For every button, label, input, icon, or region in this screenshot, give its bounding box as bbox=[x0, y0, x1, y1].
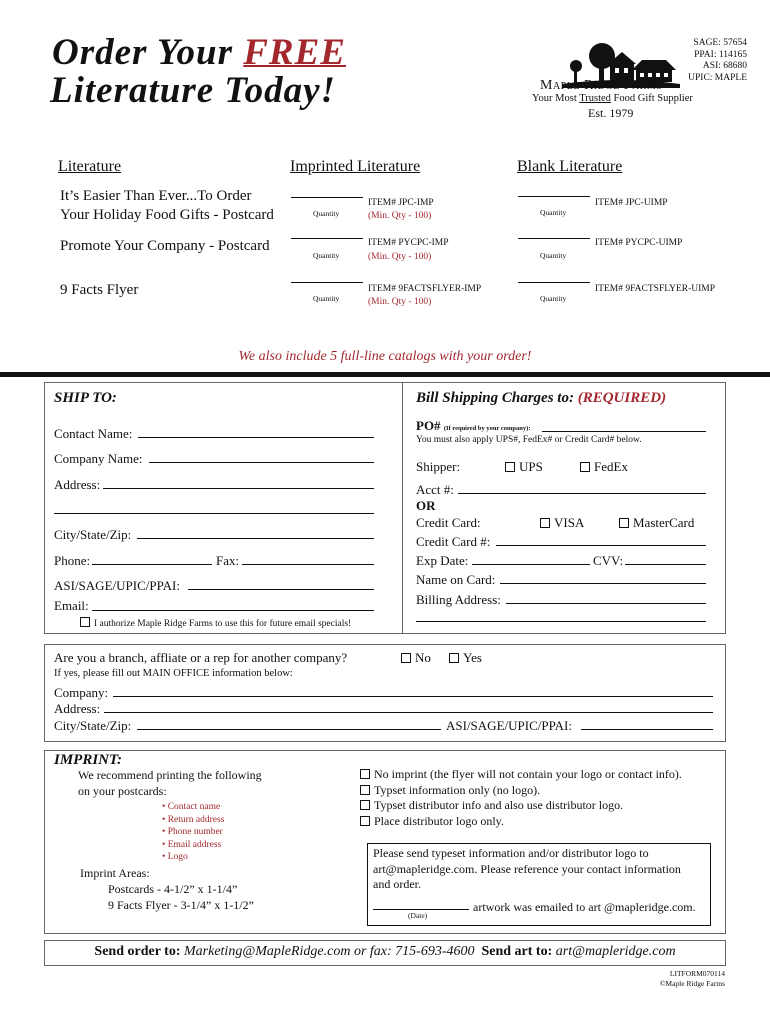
artwork-notice: Please send typeset information and/or distributor logo to art@mapleridge.com. Please reference your contact information and order. bbox=[373, 846, 681, 891]
col-blank: Blank Literature bbox=[517, 158, 623, 175]
credit-card-label: Credit Card: bbox=[416, 515, 481, 530]
main-address-input[interactable] bbox=[104, 699, 713, 713]
checkbox-icon[interactable] bbox=[360, 800, 370, 810]
branch-question: Are you a branch, affliate or a rep for another company? bbox=[54, 650, 348, 665]
contact-name-input[interactable] bbox=[138, 424, 374, 438]
asi-label: ASI/SAGE/UPIC/PPAI: bbox=[54, 578, 180, 593]
item-number: ITEM# PYCPC-IMP bbox=[368, 238, 449, 248]
list-item: • Email address bbox=[162, 839, 222, 850]
item-number: ITEM# PYCPC-UIMP bbox=[595, 238, 683, 248]
visa-checkbox[interactable]: VISA bbox=[540, 515, 584, 531]
ups-checkbox[interactable]: UPS bbox=[505, 459, 543, 475]
checkbox-icon[interactable] bbox=[580, 462, 590, 472]
po-input[interactable] bbox=[542, 418, 706, 432]
imprinted-quantity-input[interactable] bbox=[291, 238, 363, 239]
list-item: • Phone number bbox=[162, 827, 223, 837]
catalog-note: We also include 5 full-line catalogs with your order! bbox=[238, 349, 532, 364]
main-company-label: Company: bbox=[54, 685, 109, 700]
cvv-label: CVV: bbox=[593, 553, 624, 568]
literature-name: Promote Your Company - Postcard bbox=[60, 238, 270, 254]
billing-address-input[interactable] bbox=[506, 590, 706, 604]
order-contact: Marketing@MapleRidge.com or fax: 715-693-4600 bbox=[184, 944, 475, 959]
branch-yes-checkbox[interactable]: Yes bbox=[449, 650, 482, 666]
artwork-emailed-label: artwork was emailed to art @mapleridge.com. bbox=[473, 900, 696, 914]
free-emphasis: FREE bbox=[243, 32, 346, 73]
blank-quantity-input[interactable] bbox=[518, 238, 590, 239]
main-city-label: City/State/Zip: bbox=[54, 718, 132, 733]
branch-no-checkbox[interactable]: No bbox=[401, 650, 431, 666]
main-address-label: Address: bbox=[54, 701, 101, 716]
fax-input[interactable] bbox=[242, 551, 374, 565]
imprint-recommend-line2: on your postcards: bbox=[78, 784, 167, 798]
imprint-recommend-list bbox=[162, 801, 224, 864]
phone-input[interactable] bbox=[92, 551, 212, 565]
checkbox-icon[interactable] bbox=[360, 769, 370, 779]
col-literature: Literature bbox=[58, 158, 122, 175]
page-title-line2: Literature Today! bbox=[50, 70, 336, 111]
address-input-line2[interactable] bbox=[54, 500, 374, 514]
ship-to-heading: SHIP TO: bbox=[54, 390, 117, 406]
date-label: (Date) bbox=[408, 911, 428, 920]
checkbox-icon[interactable] bbox=[540, 518, 550, 528]
billing-heading: Bill Shipping Charges to: (REQUIRED) bbox=[416, 390, 667, 406]
imprint-heading: IMPRINT: bbox=[54, 752, 123, 768]
name-on-card-input[interactable] bbox=[500, 570, 706, 584]
imprint-option-none[interactable]: No imprint (the flyer will not contain your logo or contact info). bbox=[360, 767, 682, 783]
item-number: ITEM# 9FACTSFLYER-IMP bbox=[368, 284, 482, 294]
city-state-zip-label: City/State/Zip: bbox=[54, 527, 132, 542]
imprint-option-typeset[interactable]: Typset information only (no logo). bbox=[360, 783, 682, 799]
exp-date-input[interactable] bbox=[472, 551, 590, 565]
item-number: ITEM# 9FACTSFLYER-UIMP bbox=[595, 284, 716, 294]
billing-address-label: Billing Address: bbox=[416, 592, 501, 607]
supplier-codes: SAGE: 57654 PPAI: 114165 ASI: 68680 UPIC: MAPLE bbox=[688, 38, 747, 83]
fax-label: Fax: bbox=[216, 553, 240, 568]
list-item: • Return address bbox=[162, 814, 225, 825]
city-state-zip-input[interactable] bbox=[137, 525, 374, 539]
main-company-input[interactable] bbox=[113, 683, 713, 697]
imprinted-quantity-input[interactable] bbox=[291, 282, 363, 283]
checkbox-icon[interactable] bbox=[360, 816, 370, 826]
cc-number-input[interactable] bbox=[496, 532, 706, 546]
list-item: • Contact name bbox=[162, 802, 221, 812]
literature-name: Your Holiday Food Gifts - Postcard bbox=[60, 207, 274, 223]
checkbox-icon[interactable] bbox=[449, 653, 459, 663]
list-item: • Logo bbox=[162, 852, 188, 862]
branch-note: If yes, please fill out MAIN OFFICE information below: bbox=[54, 668, 293, 679]
cc-number-label: Credit Card #: bbox=[416, 534, 491, 549]
main-city-input[interactable] bbox=[137, 716, 441, 730]
fedex-checkbox[interactable]: FedEx bbox=[580, 459, 628, 475]
imprint-area-postcards: Postcards - 4-1/2” x 1-1/4” bbox=[108, 882, 238, 896]
checkbox-icon[interactable] bbox=[80, 617, 90, 627]
name-on-card-label: Name on Card: bbox=[416, 572, 496, 587]
address-input[interactable] bbox=[103, 475, 374, 489]
minimum-quantity: (Min. Qty - 100) bbox=[368, 211, 432, 221]
brand-name: Maple Ridge Farms™ bbox=[540, 78, 669, 93]
contact-name-label: Contact Name: bbox=[54, 426, 133, 441]
established: Est. 1979 bbox=[588, 106, 634, 120]
email-input[interactable] bbox=[92, 597, 374, 611]
company-name-input[interactable] bbox=[149, 449, 374, 463]
exp-date-label: Exp Date: bbox=[416, 553, 469, 568]
art-email-link: art@mapleridge.com bbox=[555, 944, 676, 959]
po-label: PO# (If required by your company): bbox=[416, 418, 531, 433]
quantity-label: Quantity bbox=[540, 208, 567, 217]
quantity-label: Quantity bbox=[313, 209, 340, 218]
checkbox-icon[interactable] bbox=[401, 653, 411, 663]
literature-name: 9 Facts Flyer bbox=[60, 282, 139, 298]
imprint-recommend: We recommend printing the following bbox=[78, 768, 262, 782]
item-number: ITEM# JPC-UIMP bbox=[595, 198, 668, 208]
shipper-label: Shipper: bbox=[416, 459, 461, 474]
artwork-date-input[interactable] bbox=[373, 898, 469, 910]
authorize-email-checkbox[interactable]: I authorize Maple Ridge Farms to use this for future email specials! bbox=[80, 617, 351, 629]
checkbox-icon[interactable] bbox=[360, 785, 370, 795]
email-label: Email: bbox=[54, 598, 89, 613]
acct-input[interactable] bbox=[458, 480, 706, 494]
imprint-options bbox=[360, 767, 682, 829]
item-number: ITEM# JPC-IMP bbox=[368, 198, 434, 208]
blank-quantity-input[interactable] bbox=[518, 282, 590, 283]
blank-quantity-input[interactable] bbox=[518, 196, 590, 197]
send-order-line: Send order to: Marketing@MapleRidge.com or fax: 715-693-4600 Send art to: art@mapleridge.com bbox=[94, 944, 676, 959]
tagline: Your Most Trusted Food Gift Supplier bbox=[532, 93, 693, 104]
col-imprinted: Imprinted Literature bbox=[290, 158, 421, 175]
imprint-area-flyer: 9 Facts Flyer - 3-1/4” x 1-1/2” bbox=[108, 898, 254, 912]
or-label: OR bbox=[416, 498, 436, 513]
quantity-label: Quantity bbox=[313, 251, 340, 260]
imprint-option-typeset-logo[interactable]: Typset distributor info and also use distributor logo. bbox=[360, 798, 682, 814]
billing-address-input-line2[interactable] bbox=[416, 608, 706, 622]
acct-label: Acct #: bbox=[416, 482, 454, 497]
page-title: Order Your FREE bbox=[52, 32, 346, 73]
mastercard-checkbox[interactable]: MasterCard bbox=[619, 515, 694, 531]
section-divider bbox=[0, 372, 770, 377]
phone-label: Phone: bbox=[54, 553, 91, 568]
checkbox-icon[interactable] bbox=[619, 518, 629, 528]
minimum-quantity: (Min. Qty - 100) bbox=[368, 297, 432, 307]
checkbox-icon[interactable] bbox=[505, 462, 515, 472]
asi-input[interactable] bbox=[188, 576, 374, 590]
imprint-areas-label: Imprint Areas: bbox=[80, 866, 150, 880]
quantity-label: Quantity bbox=[313, 294, 340, 303]
imprint-option-logo-only[interactable]: Place distributor logo only. bbox=[360, 814, 682, 830]
apply-note: You must also apply UPS#, FedEx# or Credit Card# below. bbox=[416, 435, 642, 445]
main-asi-label: ASI/SAGE/UPIC/PPAI: bbox=[446, 718, 572, 733]
cvv-input[interactable] bbox=[625, 551, 706, 565]
company-name-label: Company Name: bbox=[54, 451, 143, 466]
address-label: Address: bbox=[54, 477, 101, 492]
quantity-label: Quantity bbox=[540, 294, 567, 303]
form-code: LITFORM070114 ©Maple Ridge Farms bbox=[659, 969, 725, 988]
imprinted-quantity-input[interactable] bbox=[291, 197, 363, 198]
quantity-label: Quantity bbox=[540, 251, 567, 260]
literature-name: It’s Easier Than Ever...To Order bbox=[60, 188, 252, 204]
main-asi-input[interactable] bbox=[581, 716, 713, 730]
column-divider bbox=[402, 382, 403, 634]
minimum-quantity: (Min. Qty - 100) bbox=[368, 252, 432, 262]
